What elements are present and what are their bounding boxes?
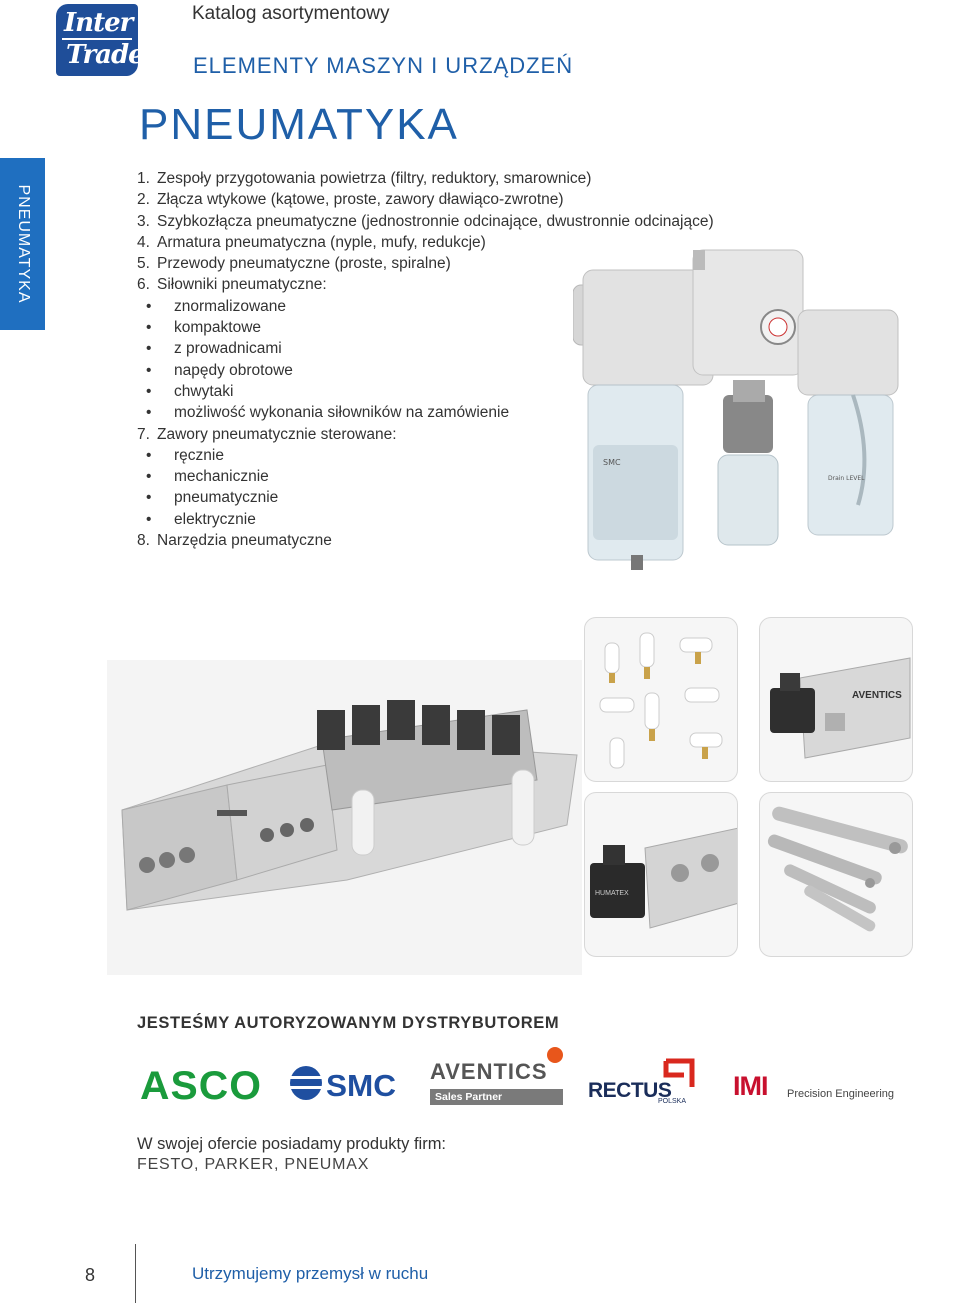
rectus-logo — [588, 1057, 700, 1105]
asco-logo-text: ASCO — [140, 1064, 262, 1103]
valve-manifold-photo — [107, 660, 582, 975]
bullet-icon — [137, 466, 174, 487]
bullet-icon — [137, 487, 174, 508]
page-number: 8 — [85, 1265, 96, 1285]
offer-text: W swojej ofercie posiadamy produkty firm: — [137, 1135, 447, 1153]
list-number: 3. — [137, 212, 150, 230]
list-number: 2. — [137, 191, 150, 209]
list-item-text: Siłowniki pneumatyczne: — [157, 276, 327, 294]
side-tab — [0, 158, 45, 330]
logo-line-2: Trade — [66, 40, 144, 70]
frl-unit-photo — [573, 245, 918, 570]
list-item-text: z prowadnicami — [174, 340, 282, 358]
bullet-icon — [137, 360, 174, 381]
frl-gauge-label: Drain LEVEL — [828, 475, 865, 482]
section-title: ELEMENTY MASZYN I URZĄDZEŃ — [193, 53, 574, 78]
list-item — [137, 211, 757, 232]
aventics-logo-text: AVENTICS — [430, 1059, 548, 1084]
list-number: 7. — [137, 425, 150, 443]
list-item-text: znormalizowane — [174, 297, 286, 315]
list-item-text: Złącza wtykowe (kątowe, proste, zawory dławiąco-zwrotne) — [157, 191, 564, 209]
rectus-logo-subtext: POLSKA — [658, 1098, 687, 1105]
list-item-text: mechanicznie — [174, 468, 269, 486]
list-item — [137, 189, 757, 210]
list-item-text: pneumatycznie — [174, 489, 279, 507]
bullet-icon — [137, 317, 174, 338]
aventics-badge-icon — [547, 1047, 563, 1063]
aventics-sales-partner: Sales Partner — [430, 1089, 563, 1105]
pneumatic-cylinders-photo — [759, 792, 913, 957]
offer-brands: FESTO, PARKER, PNEUMAX — [137, 1156, 370, 1173]
list-item-text: elektrycznie — [174, 510, 256, 528]
list-number: 8. — [137, 532, 150, 550]
frl-brand-label: SMC — [603, 458, 621, 467]
imi-logo — [733, 1071, 895, 1103]
asco-logo — [140, 1063, 265, 1103]
bullet-icon — [137, 509, 174, 530]
solenoid-valve-photo — [584, 792, 738, 957]
bullet-icon — [137, 445, 174, 466]
valve-brand-label: AVENTICS — [852, 690, 902, 701]
smc-logo-text: SMC — [326, 1068, 396, 1102]
distributors-heading: JESTEŚMY AUTORYZOWANYM DYSTRYBUTOREM — [137, 1014, 560, 1032]
list-item-text: kompaktowe — [174, 319, 262, 337]
logo-line-1: Inter — [64, 8, 133, 38]
list-item-text: Narzędzia pneumatyczne — [157, 532, 332, 550]
push-in-fittings-photo — [584, 617, 738, 782]
list-item-text: Przewody pneumatyczne (proste, spiralne) — [157, 255, 451, 273]
imi-logo-subtext: Precision Engineering — [787, 1088, 895, 1100]
list-number: 4. — [137, 233, 150, 251]
inter-trade-logo — [56, 4, 144, 76]
list-item-text: możliwość wykonania siłowników na zamówienie — [174, 404, 510, 422]
imi-logo-text: IMI — [733, 1071, 768, 1101]
list-number: 5. — [137, 255, 150, 273]
bullet-icon — [137, 338, 174, 359]
directional-valve-photo — [759, 617, 913, 782]
list-item-text: Armatura pneumatyczna (nyple, mufy, redukcje) — [157, 233, 486, 251]
bullet-icon — [137, 381, 174, 402]
footer-slogan: Utrzymujemy przemysł w ruchu — [192, 1264, 429, 1283]
page-heading: PNEUMATYKA — [139, 100, 459, 149]
list-item-text: Zawory pneumatycznie sterowane: — [157, 425, 397, 443]
solenoid-brand-label: HUMATEX — [595, 890, 629, 897]
list-item-text: Zespoły przygotowania powietrza (filtry, reduktory, smarownice) — [157, 170, 592, 187]
smc-logo — [288, 1064, 398, 1102]
list-number: 6. — [137, 276, 150, 294]
aventics-logo — [430, 1047, 563, 1105]
list-item-text: chwytaki — [174, 382, 234, 400]
list-item-text: napędy obrotowe — [174, 361, 293, 379]
bullet-icon — [137, 402, 174, 423]
list-item-text: ręcznie — [174, 446, 224, 464]
footer-divider — [135, 1244, 136, 1303]
list-item — [137, 168, 757, 189]
bullet-icon — [137, 296, 174, 317]
rectus-logo-text: RECTUS — [588, 1079, 672, 1102]
side-tab-label: PNEUMATYKA — [14, 184, 32, 304]
catalog-title: Katalog asortymentowy — [192, 3, 390, 24]
list-number: 1. — [137, 170, 150, 187]
list-item-text: Szybkozłącza pneumatyczne (jednostronnie odcinające, dwustronnie odcinające) — [157, 212, 714, 230]
